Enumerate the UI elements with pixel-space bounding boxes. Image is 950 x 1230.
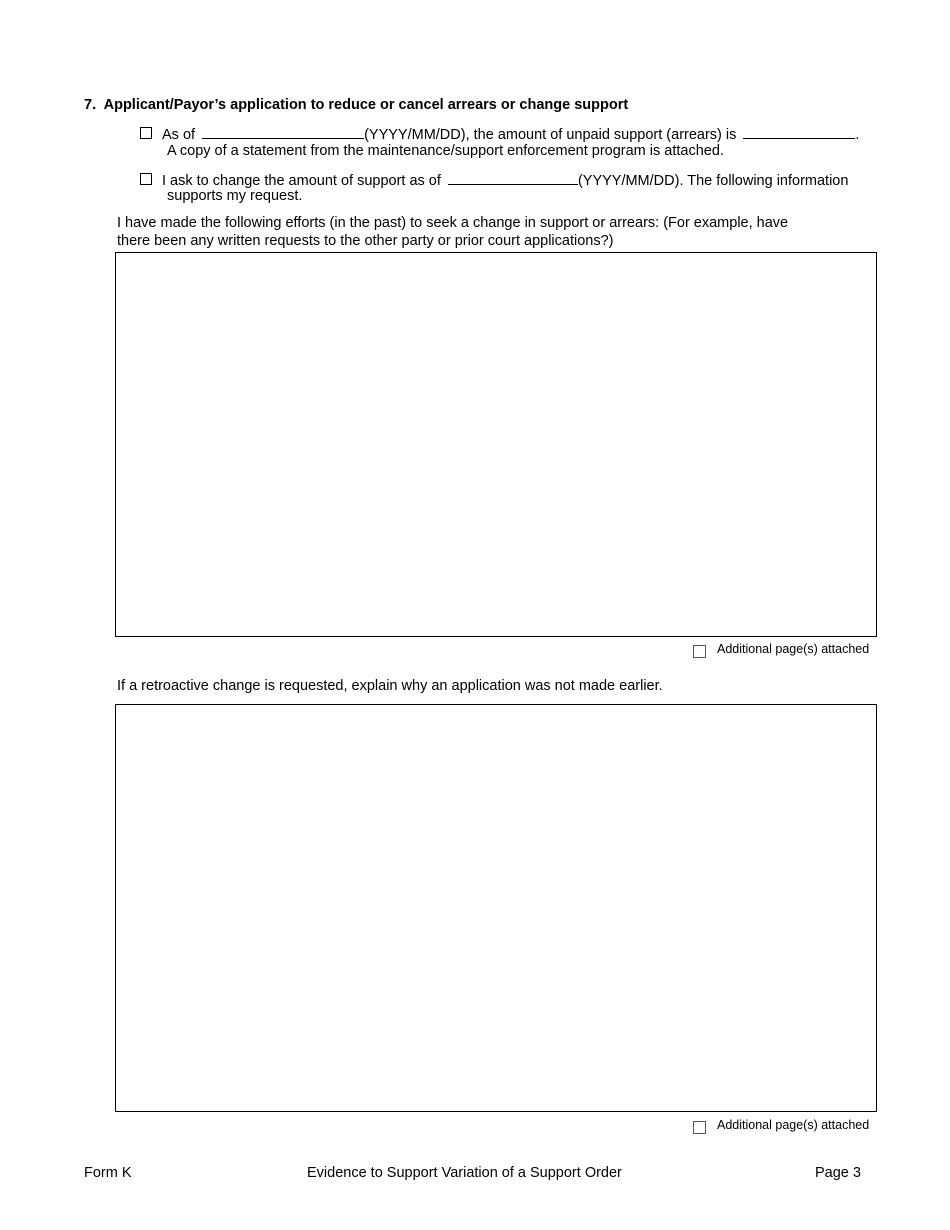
- arrears-statement-note: A copy of a statement from the maintenance/support enforcement program is attached.: [167, 143, 724, 159]
- efforts-additional-pages-label: Additional page(s) attached: [717, 642, 870, 656]
- section-heading: [84, 97, 628, 113]
- arrears-end: .: [855, 127, 860, 143]
- change-support-middle-text: (YYYY/MM/DD). The following information: [577, 173, 849, 189]
- retroactive-textbox[interactable]: [115, 704, 877, 1112]
- retroactive-additional-pages-checkbox[interactable]: [693, 1121, 706, 1134]
- footer-page-number: Page 3: [815, 1165, 861, 1181]
- efforts-additional-pages-checkbox[interactable]: [693, 645, 706, 658]
- section-number: 7.: [84, 97, 97, 113]
- change-support-date-field[interactable]: [448, 170, 578, 185]
- retroactive-additional-pages-label: Additional page(s) attached: [717, 1118, 870, 1132]
- arrears-line: [162, 124, 859, 143]
- change-support-line2: supports my request.: [167, 188, 303, 204]
- efforts-textbox[interactable]: [115, 252, 877, 637]
- change-support-checkbox[interactable]: [140, 173, 152, 185]
- efforts-prompt-line2: there been any written requests to the other party or prior court applications?): [117, 233, 614, 249]
- arrears-checkbox[interactable]: [140, 127, 152, 139]
- arrears-prefix: As of: [162, 127, 196, 143]
- arrears-date-field[interactable]: [202, 124, 364, 139]
- arrears-middle-text: (YYYY/MM/DD), the amount of unpaid support (arrears) is: [364, 127, 737, 143]
- arrears-amount-field[interactable]: [743, 124, 855, 139]
- section-title: Applicant/Payor’s application to reduce or cancel arrears or change support: [103, 97, 629, 113]
- footer-form-id: Form K: [84, 1165, 132, 1181]
- footer-form-title: Evidence to Support Variation of a Support Order: [307, 1165, 622, 1181]
- retroactive-prompt: If a retroactive change is requested, explain why an application was not made earlier.: [117, 678, 663, 694]
- change-support-prefix: I ask to change the amount of support as of: [162, 173, 441, 189]
- change-support-line: [162, 170, 848, 189]
- efforts-prompt-line1: I have made the following efforts (in the past) to seek a change in support or arrears: (For example, have: [117, 215, 789, 231]
